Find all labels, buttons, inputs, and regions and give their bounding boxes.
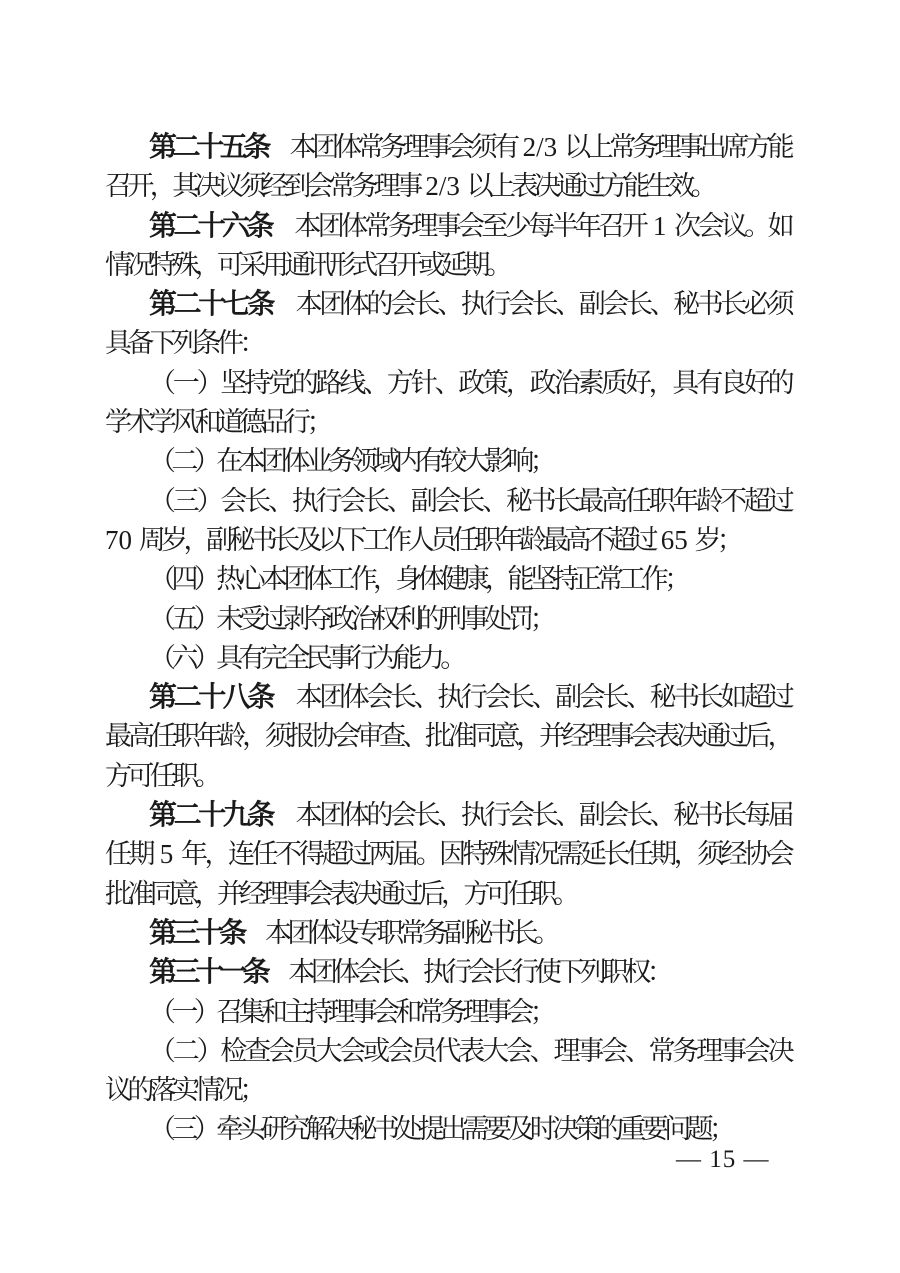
text-line xyxy=(105,521,790,560)
article-number: 第二十八条 xyxy=(149,682,272,714)
text-segment: 最高任职年龄，须报协会审查、批准同意，并经理事会表决通过后， xyxy=(105,721,790,752)
text-line xyxy=(105,835,790,874)
text-segment: 以上常务理事出席方能 xyxy=(564,132,790,162)
text-segment: （二）在本团体业务领域内有较大影响； xyxy=(149,446,553,477)
article-number: 第三十一条 xyxy=(149,957,267,989)
text-line xyxy=(105,285,790,324)
text-line xyxy=(105,246,790,285)
text-line xyxy=(105,482,790,521)
text-segment: 任期 xyxy=(105,839,152,870)
text-line xyxy=(105,993,790,1032)
text-segment: 2/3 xyxy=(515,132,565,162)
article-number: 第二十七条 xyxy=(149,289,272,321)
text-segment: （一）坚持党的路线、方针、政策，政治素质好，具有良好的 xyxy=(149,367,790,398)
text-line xyxy=(105,442,790,481)
text-segment: 2/3 xyxy=(418,171,467,202)
text-line xyxy=(105,953,790,992)
text-line xyxy=(105,324,790,363)
text-segment: （二）检查会员大会或会员代表大会、理事会、常务理事会决 xyxy=(149,1035,790,1066)
text-segment: 具备下列条件： xyxy=(105,328,262,359)
text-line xyxy=(105,639,790,678)
document-body xyxy=(105,128,790,1150)
text-line xyxy=(105,167,790,206)
text-segment: 次会议。如 xyxy=(674,210,790,241)
text-line xyxy=(105,128,790,167)
article-number: 第二十五条 xyxy=(149,132,268,163)
text-segment: 1 xyxy=(645,210,675,241)
text-segment: （五）未受过剥夺政治权利的刑事处罚； xyxy=(149,603,553,634)
text-segment: 本团体的会长、执行会长、副会长、秘书长必须 xyxy=(272,289,790,320)
text-segment: 批准同意，并经理事会表决通过后，方可任职。 xyxy=(105,878,576,909)
text-segment: 议的落实情况； xyxy=(105,1075,262,1106)
text-line xyxy=(105,796,790,835)
text-line xyxy=(105,717,790,756)
text-segment: 年，连任不得超过两届。因特殊情况需延长任期，须经协会 xyxy=(181,839,790,870)
page-number: — 15 — xyxy=(676,1146,770,1173)
text-segment: 本团体会长、执行会长、副会长、秘书长如超过 xyxy=(272,682,790,713)
text-segment: 方可任职。 xyxy=(105,760,217,791)
text-line xyxy=(105,207,790,246)
text-segment: 本团体常务理事会须有 xyxy=(267,132,516,162)
text-segment: （三）牵头研究解决秘书处提出需要及时决策的重要问题； xyxy=(149,1114,732,1145)
text-line xyxy=(105,1032,790,1071)
text-segment: 周岁，副秘书长及以下工作人员任职年龄最高不超过 xyxy=(138,524,654,555)
text-segment: （三）会长、执行会长、副会长、秘书长最高任职年龄不超过 xyxy=(149,485,790,516)
text-line xyxy=(105,914,790,953)
text-segment: 本团体常务理事会至少每半年召开 xyxy=(270,210,646,241)
text-segment: 本团体设专职常务副秘书长。 xyxy=(242,917,557,948)
text-segment: 70 xyxy=(105,524,139,555)
article-number: 第二十六条 xyxy=(149,210,271,242)
text-line xyxy=(105,757,790,796)
text-segment: 情况特殊，可采用通讯形式召开或延期。 xyxy=(105,249,509,280)
text-line xyxy=(105,678,790,717)
text-line xyxy=(105,875,790,914)
article-number: 第三十条 xyxy=(149,917,243,949)
text-line xyxy=(105,560,790,599)
text-line xyxy=(105,1071,790,1110)
text-segment: 岁； xyxy=(694,524,740,555)
article-number: 第二十九条 xyxy=(149,800,272,832)
text-segment: 本团体会长、执行会长行使下列职权： xyxy=(266,957,670,988)
text-segment: （四）热心本团体工作，身体健康，能坚持正常工作； xyxy=(149,564,687,595)
text-segment: 学术学风和道德品行； xyxy=(105,407,329,438)
text-segment: 65 xyxy=(653,524,695,555)
text-line xyxy=(105,403,790,442)
text-segment: （六）具有完全民事行为能力。 xyxy=(149,642,463,673)
text-segment: 本团体的会长、执行会长、副会长、秘书长每届 xyxy=(272,800,790,831)
text-line xyxy=(105,600,790,639)
text-segment: 召开，其决议须经到会常务理事 xyxy=(105,171,419,202)
text-segment: 以上表决通过方能生效。 xyxy=(466,171,714,202)
text-segment: 5 xyxy=(151,839,182,870)
text-line xyxy=(105,1110,790,1149)
text-segment: （一）召集和主持理事会和常务理事会； xyxy=(149,996,553,1027)
text-line xyxy=(105,364,790,403)
